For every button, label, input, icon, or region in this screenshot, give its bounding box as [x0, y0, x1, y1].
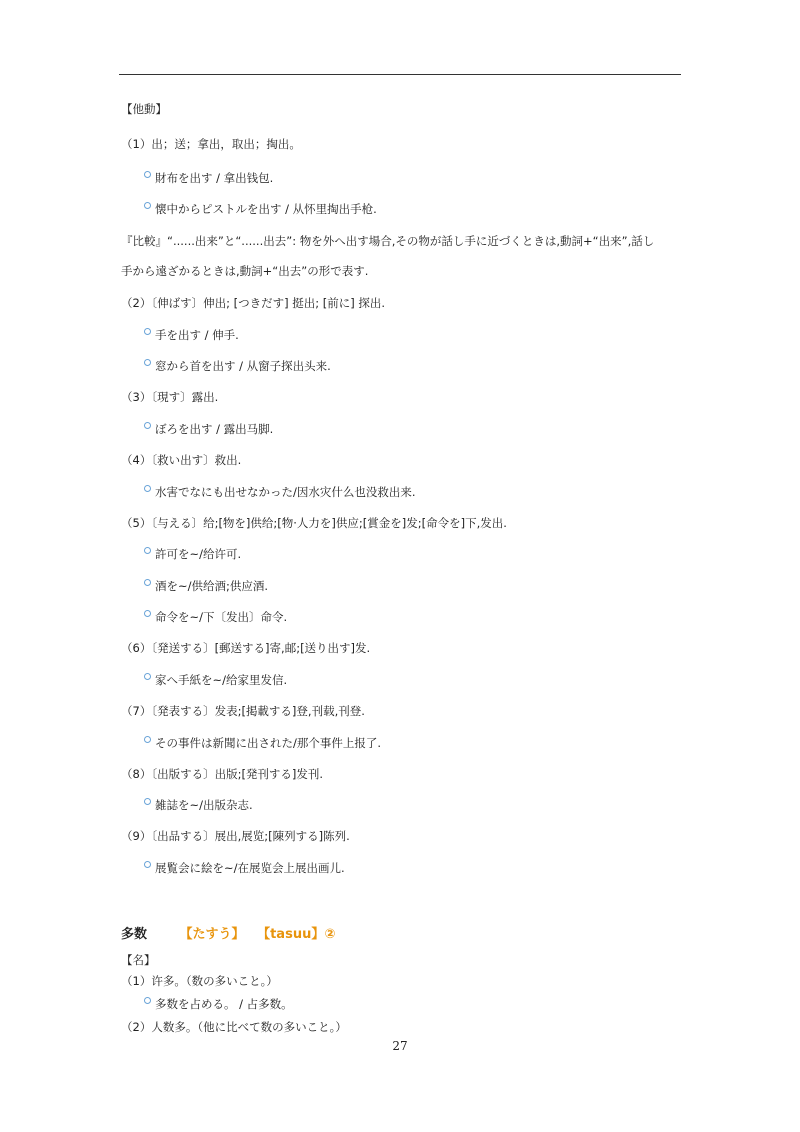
- line-text: 水害でなにも出せなかった/因水灾什么也没救出来.: [155, 485, 416, 499]
- line-text: 展覧会に絵を~/在展览会上展出画儿.: [155, 861, 345, 875]
- line-text: ぼろを出す / 露出马脚.: [155, 422, 274, 436]
- bullet-circle-icon: [144, 798, 151, 805]
- line-text: 『比較』“......出来”と“......出去”: 物を外へ出す場合,その物が話し手に近づくときは,動詞+“出来”,話し: [121, 234, 655, 248]
- bullet-circle-icon: [144, 736, 151, 743]
- line-text: 命令を~/下〔发出〕命令.: [155, 610, 288, 624]
- line-text: （4）〔救い出す〕救出.: [121, 453, 242, 467]
- line-text: （1）许多。（数の多いこと。）: [121, 974, 278, 988]
- line-text: 家へ手紙を~/给家里发信.: [155, 673, 288, 687]
- line-text: （2）〔伸ばす〕伸出; [つきだす] 挺出; [前に] 探出.: [121, 296, 386, 310]
- definition-line: [121, 973, 278, 989]
- line-text: 窓から首を出す / 从窗子探出头来.: [155, 359, 331, 373]
- line-text: （9）〔出品する〕展出,展览;[陳列する]陈列.: [121, 829, 350, 843]
- headword-kanji: 多数: [121, 927, 148, 942]
- definition-line: [121, 295, 385, 311]
- example-line: [144, 797, 253, 813]
- definition-line: [121, 766, 323, 782]
- definition-line: [121, 703, 365, 719]
- example-line: [144, 609, 287, 625]
- definition-line: [121, 1019, 347, 1035]
- example-line: [144, 860, 345, 876]
- line-text: その事件は新聞に出された/那个事件上报了.: [155, 736, 382, 750]
- line-text: 財布を出す / 拿出钱包.: [155, 171, 274, 185]
- line-text: （1）出；送；拿出，取出；掏出。: [121, 137, 301, 151]
- definition-line: [121, 136, 301, 152]
- example-line: [144, 327, 239, 343]
- definition-line: [121, 452, 241, 468]
- example-line: [144, 546, 241, 562]
- example-line: [144, 735, 381, 751]
- line-text: 手から遠ざかるときは,動詞+“出去”の形で表す.: [121, 264, 369, 278]
- bullet-circle-icon: [144, 485, 151, 492]
- example-line: [144, 672, 287, 688]
- bullet-circle-icon: [144, 997, 151, 1004]
- line-text: （2）人数多。（他に比べて数の多いこと。）: [121, 1020, 347, 1034]
- headword-romaji: 【tasuu】②: [257, 927, 336, 942]
- definition-line: [121, 101, 167, 117]
- page-number: 27: [392, 1039, 408, 1053]
- line-text: （8）〔出版する〕出版;[発刊する]发刊.: [121, 767, 324, 781]
- example-line: [144, 170, 273, 186]
- example-line: [144, 201, 377, 217]
- bullet-circle-icon: [144, 610, 151, 617]
- line-text: 酒を~/供给酒;供应酒.: [155, 579, 269, 593]
- example-line: [144, 484, 416, 500]
- example-line: [144, 421, 273, 437]
- bullet-circle-icon: [144, 359, 151, 366]
- line-text: 懐中からピストルを出す / 从怀里掏出手枪.: [155, 202, 377, 216]
- bullet-circle-icon: [144, 202, 151, 209]
- bullet-circle-icon: [144, 673, 151, 680]
- line-text: 雑誌を~/出版杂志.: [155, 798, 253, 812]
- line-text: 【名】: [121, 953, 156, 967]
- bullet-circle-icon: [144, 171, 151, 178]
- line-text: （3）〔現す〕露出.: [121, 390, 219, 404]
- headword-reading: 【たすう】: [179, 927, 245, 942]
- line-text: 手を出す / 伸手.: [155, 328, 239, 342]
- definition-line: [121, 640, 370, 656]
- line-text: （6）〔発送する〕[郵送する]寄,邮;[送り出す]发.: [121, 641, 371, 655]
- headword: [121, 923, 335, 942]
- example-line: [144, 358, 331, 374]
- bullet-circle-icon: [144, 579, 151, 586]
- bullet-circle-icon: [144, 422, 151, 429]
- bullet-circle-icon: [144, 861, 151, 868]
- line-text: 【他動】: [121, 102, 167, 116]
- line-text: （5）〔与える〕给;[物を]供给;[物·人力を]供应;[賞金を]发;[命令を]下,发出.: [121, 516, 507, 530]
- bullet-circle-icon: [144, 328, 151, 335]
- definition-line: [121, 828, 350, 844]
- definition-line: [121, 515, 507, 531]
- line-text: （7）〔発表する〕发表;[掲載する]登,刊载,刊登.: [121, 704, 365, 718]
- definition-line: [121, 389, 218, 405]
- definition-line: [121, 952, 156, 968]
- example-line: [144, 996, 293, 1012]
- bullet-circle-icon: [144, 547, 151, 554]
- example-line: [144, 578, 268, 594]
- line-text: 多数を占める。 / 占多数。: [155, 997, 293, 1011]
- definition-line: [121, 263, 368, 279]
- definition-line: [121, 233, 654, 249]
- header-rule: [119, 74, 681, 75]
- line-text: 許可を~/给许可.: [155, 547, 242, 561]
